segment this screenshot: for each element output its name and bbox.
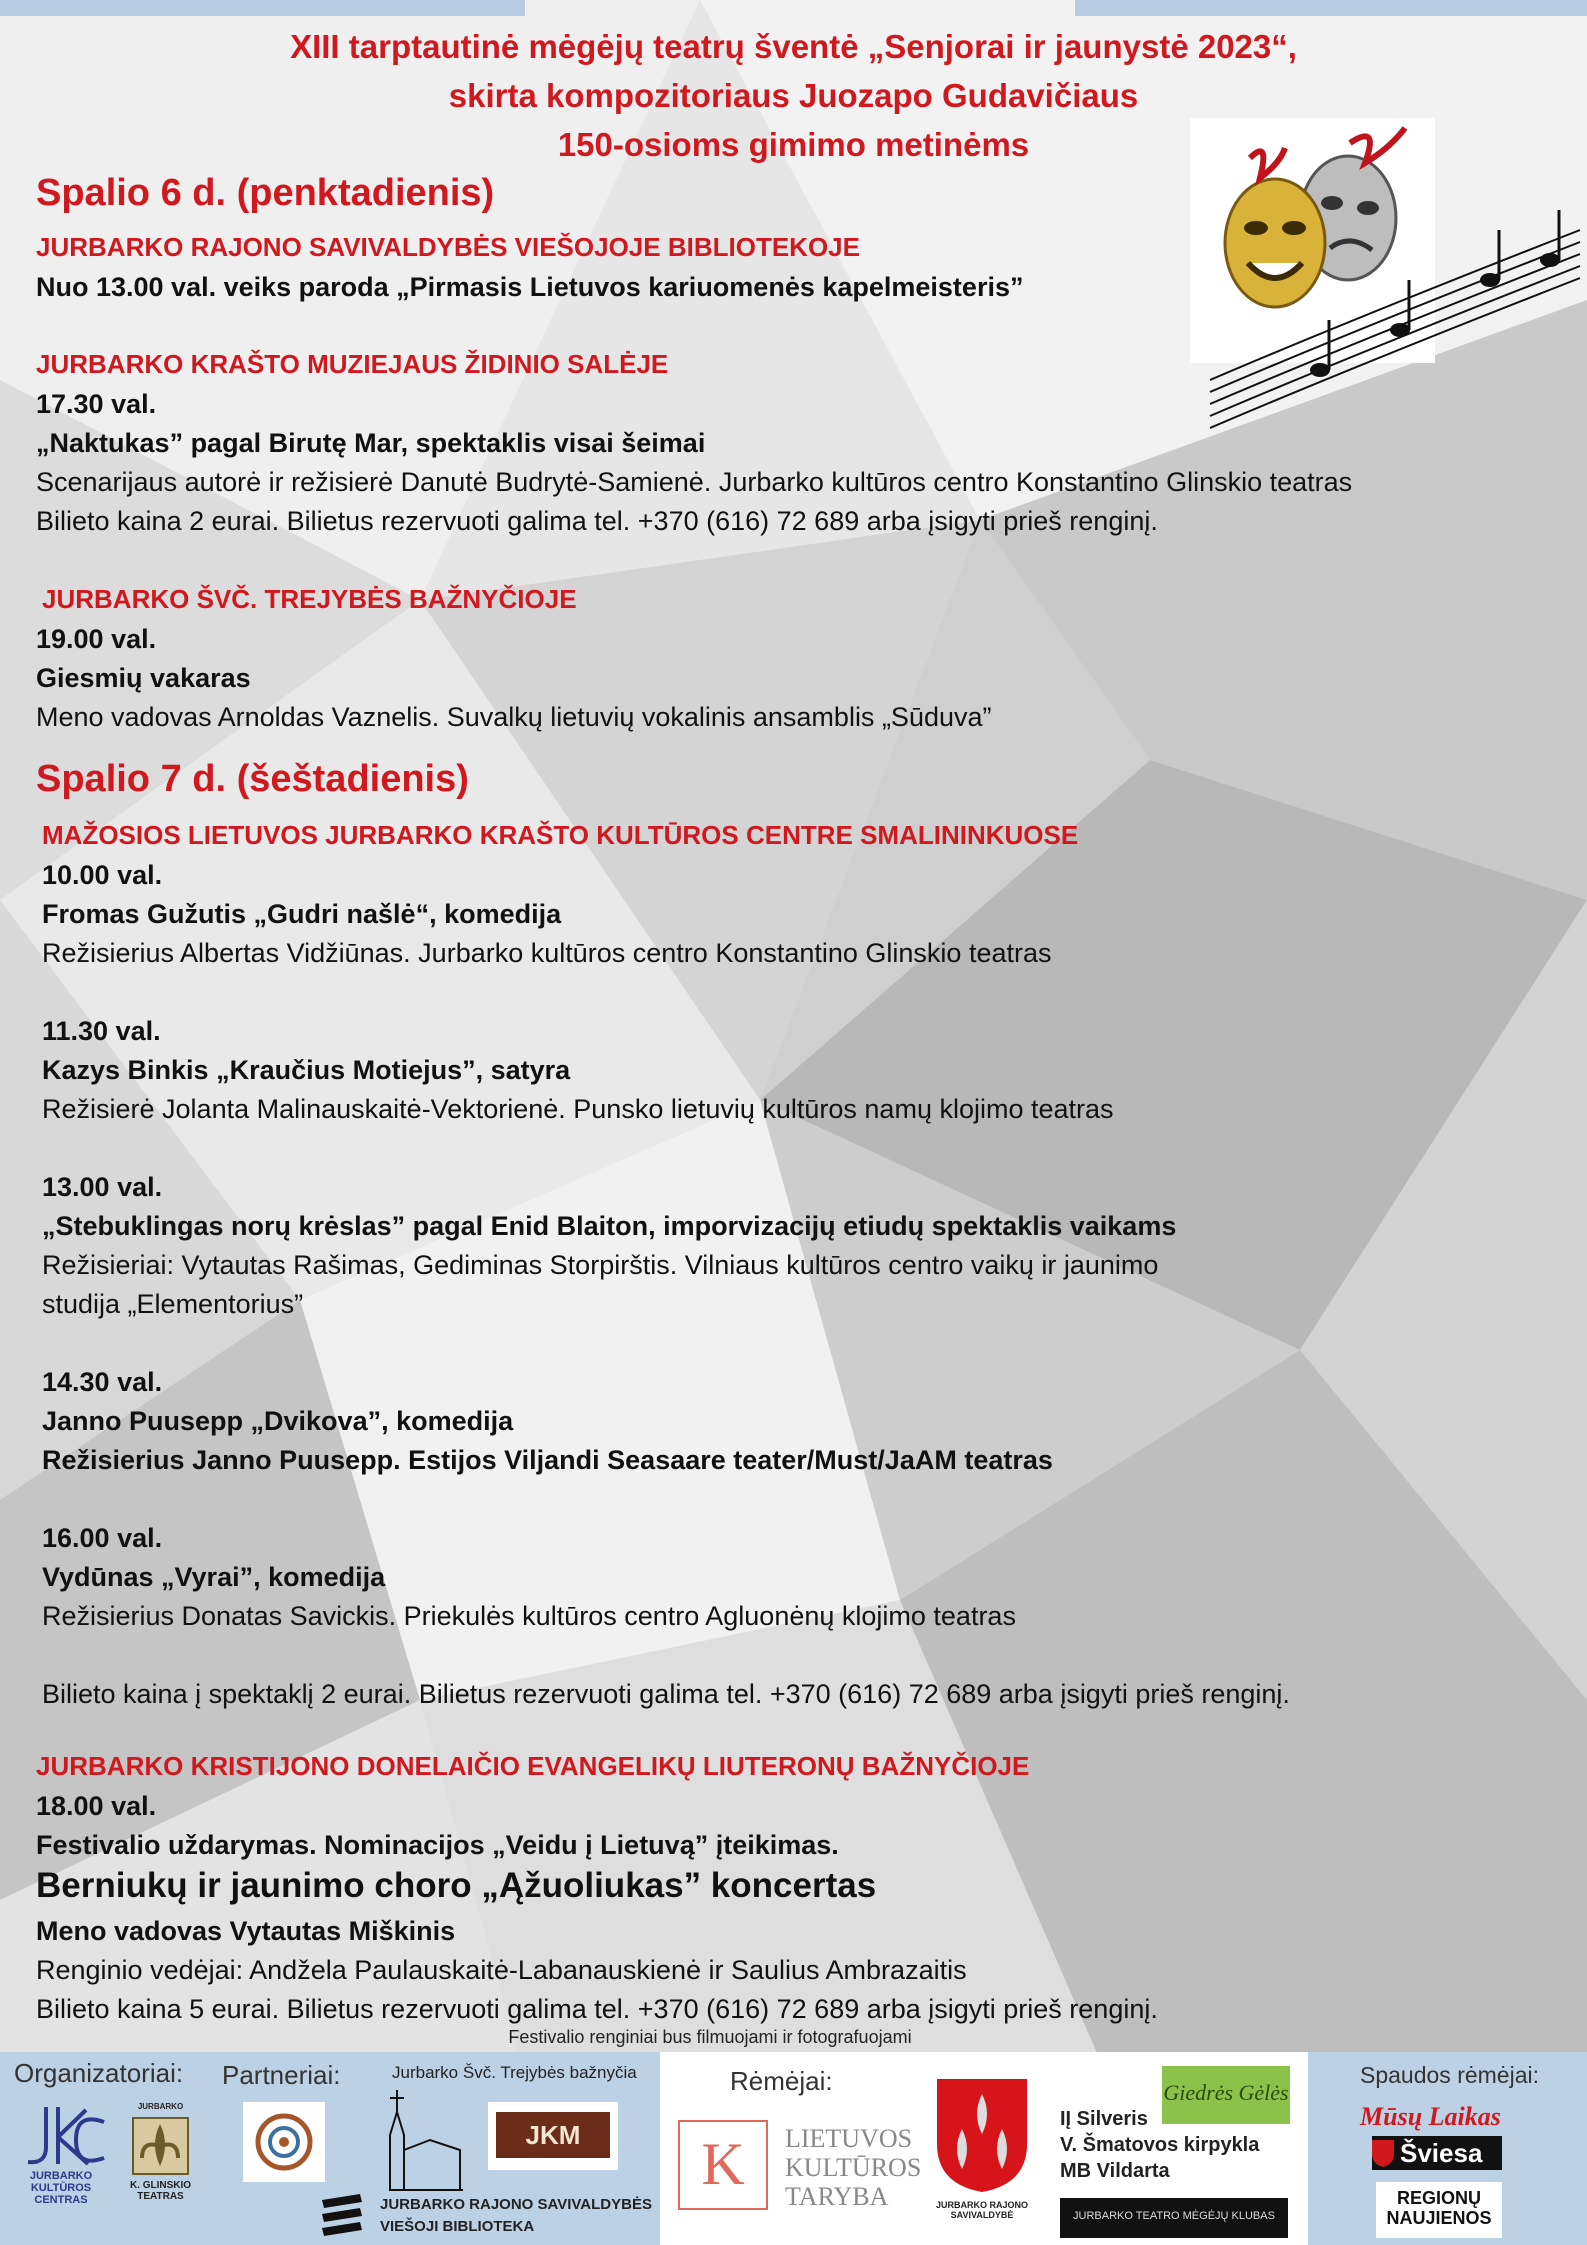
- church-logo-icon: [385, 2090, 463, 2200]
- event2-time: 11.30 val.: [42, 1016, 161, 1046]
- event1-time: 10.00 val.: [42, 860, 163, 890]
- glinskio-caption-top: JURBARKO: [137, 2102, 184, 2111]
- lily-emblem-icon: [128, 2116, 193, 2176]
- event3-desc-line2: studija „Elementorius”: [42, 1289, 304, 1319]
- musu-laikas-logo: Mūsų Laikas: [1360, 2102, 1501, 2131]
- sponsor-vildarta: MB Vildarta: [1060, 2160, 1170, 2182]
- sviesa-logo: [1372, 2136, 1502, 2170]
- sponsor-silveris: IĮ Silveris: [1060, 2108, 1148, 2130]
- media-sponsors-label: Spaudos rėmėjai:: [1360, 2062, 1539, 2088]
- books-icon: [318, 2192, 366, 2236]
- day2-heading: Spalio 7 d. (šeštadienis): [36, 758, 469, 800]
- event3-desc-line1: Režisieriai: Vytautas Rašimas, Gediminas Storpirštis. Vilniaus kultūros centro vaikų ir jaunimo: [42, 1250, 1159, 1280]
- closing-line5: Bilieto kaina 5 eurai. Bilietus rezervuoti galima tel. +370 (616) 72 689 arba įsigyti prieš renginį.: [36, 1994, 1158, 2024]
- mazosios-lietuvos-centre-logo: [243, 2102, 325, 2182]
- closing-line3: Meno vadovas Vytautas Miškinis: [36, 1916, 456, 1946]
- lkt-line2: KULTŪROS: [785, 2153, 922, 2182]
- day2-venue1: MAŽOSIOS LIETUVOS JURBARKO KRAŠTO KULTŪROS CENTRE SMALININKUOSE: [42, 820, 1079, 850]
- event4-time: 14.30 val.: [42, 1367, 163, 1397]
- sponsors-label: Rėmėjai:: [730, 2066, 833, 2096]
- jkc-caption: JURBARKO KULTŪROS CENTRAS: [29, 2170, 93, 2206]
- theatre-club-logo: [1060, 2198, 1288, 2238]
- theatre-club-text: JURBARKO TEATRO MĖGĖJŲ KLUBAS: [1073, 2210, 1275, 2222]
- day1-church-title: Giesmių vakaras: [36, 663, 251, 693]
- day1-museum-venue: JURBARKO KRAŠTO MUZIEJAUS ŽIDINIO SALĖJE: [36, 349, 669, 379]
- day1-museum-desc: Scenarijaus autorė ir režisierė Danutė Budrytė-Samienė. Jurbarko kultūros centro Konstantino Glinskio teatras: [36, 467, 1353, 497]
- event1-title: Fromas Gužutis „Gudri našlė“, komedija: [42, 899, 562, 929]
- sponsors-box: [660, 2052, 1308, 2245]
- lkt-logo-text: [785, 2124, 921, 2211]
- music-staff-icon: [1200, 200, 1587, 430]
- day1-library-venue: JURBARKO RAJONO SAVIVALDYBĖS VIEŠOJOJE BIBLIOTEKOJE: [36, 232, 860, 262]
- sponsor-kirpykla: V. Šmatovos kirpykla: [1060, 2134, 1260, 2156]
- organizers-label: Organizatoriai:: [14, 2058, 184, 2088]
- closing-line1: Festivalio uždarymas. Nominacijos „Veidu į Lietuvą” įteikimas.: [36, 1830, 839, 1860]
- day1-library-text: Nuo 13.00 val. veiks paroda „Pirmasis Lietuvos kariuomenės kapelmeisteris”: [36, 272, 1024, 302]
- regionu-line1: REGIONŲ: [1396, 2188, 1481, 2208]
- day2-price: Bilieto kaina į spektaklį 2 eurai. Bilietus rezervuoti galima tel. +370 (616) 72 689 arba įsigyti prieš renginį.: [42, 1679, 1290, 1709]
- day1-museum-price: Bilieto kaina 2 eurai. Bilietus rezervuoti galima tel. +370 (616) 72 689 arba įsigyti prieš renginį.: [36, 506, 1158, 536]
- regionu-naujienos-logo: [1376, 2182, 1502, 2238]
- glinskio-theatre-logo: [128, 2102, 193, 2212]
- title-line-1: XIII tarptautinė mėgėjų teatrų šventė „Senjorai ir jaunystė 2023“,: [290, 28, 1297, 65]
- event2-title: Kazys Binkis „Kraučius Motiejus”, satyra: [42, 1055, 571, 1085]
- jkc-logo-icon: [16, 2102, 106, 2172]
- lkt-line3: TARYBA: [785, 2182, 889, 2211]
- event4-desc: Režisierius Janno Puusepp. Estijos Viljandi Seasaare teater/Must/JaAM teatras: [42, 1445, 1053, 1475]
- event5-desc: Režisierius Donatas Savickis. Priekulės kultūros centro Agluonėnų klojimo teatras: [42, 1601, 1016, 1631]
- event5-time: 16.00 val.: [42, 1523, 163, 1553]
- day1-church-time: 19.00 val.: [36, 624, 157, 654]
- lkt-logo-mark: [678, 2120, 768, 2210]
- sviesa-shield-icon: [1370, 2138, 1396, 2168]
- jkm-logo-text: JKM: [496, 2112, 610, 2158]
- closing-line4: Renginio vedėjai: Andžela Paulauskaitė-Labanauskienė ir Saulius Ambrazaitis: [36, 1955, 967, 1985]
- glinskio-caption: K. GLINSKIO TEATRAS: [129, 2180, 192, 2202]
- event1-desc: Režisierius Albertas Vidžiūnas. Jurbarko kultūros centro Konstantino Glinskio teatras: [42, 938, 1052, 968]
- day1-museum-title: „Naktukas” pagal Birutę Mar, spektaklis visai šeimai: [36, 428, 706, 458]
- sviesa-logo-text: Šviesa: [1400, 2138, 1483, 2168]
- day1-church-venue: JURBARKO ŠVČ. TREJYBĖS BAŽNYČIOJE: [42, 584, 577, 614]
- regionu-line2: NAUJIENOS: [1386, 2208, 1492, 2228]
- closing-concert-title: Berniukų ir jaunimo choro „Ąžuoliukas” koncertas: [36, 1866, 877, 1905]
- regionu-naujienos-text: [1376, 2188, 1502, 2228]
- lkt-mark-letter: K: [701, 2131, 745, 2197]
- day1-church-desc: Meno vadovas Arnoldas Vaznelis. Suvalkų lietuvių vokalinis ansamblis „Sūduva”: [36, 702, 992, 732]
- day2-venue2: JURBARKO KRISTIJONO DONELAIČIO EVANGELIKŲ LIUTERONŲ BAŽNYČIOJE: [36, 1751, 1030, 1781]
- day1-museum-time: 17.30 val.: [36, 389, 157, 419]
- municipality-coat-of-arms-icon: [932, 2074, 1032, 2194]
- lkt-line1: LIETUVOS: [785, 2124, 913, 2153]
- filming-note: Festivalio renginiai bus filmuojami ir fotografuojami: [508, 2027, 912, 2047]
- event4-title: Janno Puusepp „Dvikova”, komedija: [42, 1406, 514, 1436]
- jkm-logo: [488, 2102, 618, 2170]
- partners-label: Partneriai:: [222, 2060, 341, 2090]
- day1-heading: Spalio 6 d. (penktadienis): [36, 172, 495, 214]
- church-partner-label: Jurbarko Švč. Trejybės bažnyčia: [392, 2063, 637, 2082]
- event3-title: „Stebuklingas norų krėslas” pagal Enid Blaiton, imporvizacijų etiudų spektaklis vaikams: [42, 1211, 1177, 1241]
- title-line-3: 150-osioms gimimo metinėms: [557, 126, 1030, 163]
- library-logo-line1: JURBARKO RAJONO SAVIVALDYBĖS: [380, 2196, 652, 2213]
- sponsors-footer: [0, 2052, 1587, 2245]
- title-line-2: skirta kompozitoriaus Juozapo Gudavičiaus: [448, 77, 1139, 114]
- municipality-caption: JURBARKO RAJONO SAVIVALDYBĖ: [935, 2200, 1028, 2220]
- event3-time: 13.00 val.: [42, 1172, 163, 1202]
- giedres-geles-logo: [1162, 2066, 1290, 2124]
- giedres-geles-text: Giedrės Gėlės: [1163, 2080, 1289, 2105]
- event5-title: Vydūnas „Vyrai”, komedija: [42, 1562, 386, 1592]
- closing-time: 18.00 val.: [36, 1791, 157, 1821]
- event2-desc: Režisierė Jolanta Malinauskaitė-Vektorienė. Punsko lietuvių kultūros namų klojimo teatras: [42, 1094, 1114, 1124]
- jkc-logo: [16, 2102, 106, 2206]
- library-logo-line2: VIEŠOJI BIBLIOTEKA: [380, 2218, 535, 2235]
